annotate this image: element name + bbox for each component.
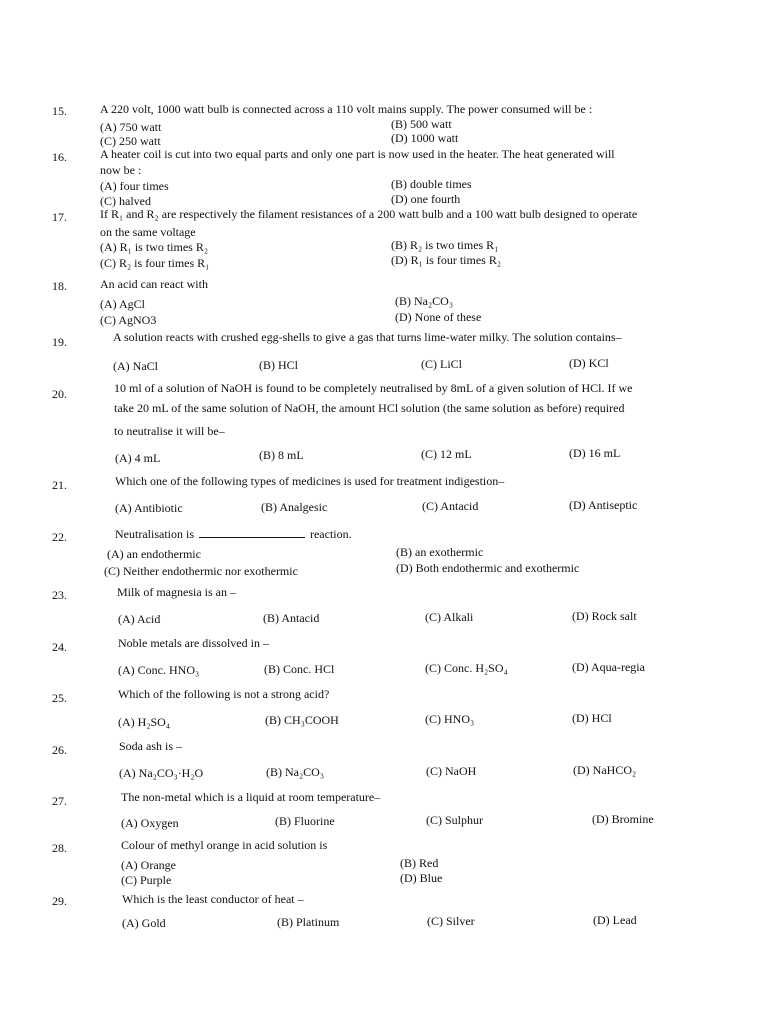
option-a: (A) 750 watt <box>100 120 162 134</box>
option-d: (D) Bromine <box>592 812 654 826</box>
question-text: Which one of the following types of medicines is used for treatment indigestion– <box>115 474 505 488</box>
question-number: 15. <box>52 104 67 118</box>
option-b: (B) R₂ is two times R₁ <box>391 238 499 252</box>
option-c: (C) Silver <box>427 914 475 928</box>
option-c: (C) LiCl <box>421 357 462 371</box>
question-text: Soda ash is – <box>119 739 182 753</box>
option-d: (D) KCl <box>569 356 609 370</box>
question-text: A 220 volt, 1000 watt bulb is connected across a 110 volt mains supply. The power consumed will be : <box>100 102 593 116</box>
question-text: An acid can react with <box>100 277 208 291</box>
option-c: (C) Alkali <box>425 610 474 624</box>
answer-blank <box>199 527 305 538</box>
option-d: (D) NaHCO₂ <box>573 763 637 777</box>
question-number: 20. <box>52 387 67 401</box>
question-text: Which is the least conductor of heat – <box>122 892 304 906</box>
option-c: (C) Conc. H₂SO₄ <box>425 661 508 675</box>
option-c: (C) Purple <box>121 873 172 887</box>
question-number: 24. <box>52 640 67 654</box>
option-a: (A) Conc. HNO₃ <box>118 663 200 677</box>
question-text: Neutralisation is reaction. <box>115 527 352 541</box>
option-d: (D) None of these <box>395 310 482 324</box>
question-number: 25. <box>52 691 67 705</box>
option-c: (C) 12 mL <box>421 447 472 461</box>
question-text: 10 ml of a solution of NaOH is found to be completely neutralised by 8mL of a given solution of HCl. If we <box>114 381 633 395</box>
option-b: (B) Red <box>400 856 439 870</box>
option-a: (A) Na₂CO₃·H₂O <box>119 766 204 780</box>
question-text: Noble metals are dissolved in – <box>118 636 269 650</box>
option-a: (A) an endothermic <box>107 547 201 561</box>
question-text-line-2: now be : <box>100 163 142 177</box>
option-b: (B) Antacid <box>263 611 320 625</box>
option-b: (B) Platinum <box>277 915 340 929</box>
option-b: (B) Analgesic <box>261 500 328 514</box>
question-text: A heater coil is cut into two equal parts and only one part is now used in the heater. The heat generated will <box>100 147 615 161</box>
option-d: (D) Aqua-regia <box>572 660 645 674</box>
question-text-line-3: to neutralise it will be– <box>114 424 225 438</box>
option-a: (A) 4 mL <box>115 451 161 465</box>
option-a: (A) H₂SO₄ <box>118 715 171 729</box>
option-c: (C) Antacid <box>422 499 479 513</box>
option-b: (B) Conc. HCl <box>264 662 335 676</box>
question-number: 16. <box>52 150 67 164</box>
option-b: (B) double times <box>391 177 472 191</box>
option-c: (C) Neither endothermic nor exothermic <box>104 564 298 578</box>
option-a: (A) Acid <box>118 612 161 626</box>
option-b: (B) an exothermic <box>396 545 484 559</box>
question-number: 22. <box>52 530 67 544</box>
question-number: 17. <box>52 210 67 224</box>
option-a: (A) Orange <box>121 858 176 872</box>
option-c: (C) NaOH <box>426 764 477 778</box>
option-d: (D) Antiseptic <box>569 498 638 512</box>
option-b: (B) Na₂CO₃ <box>266 765 325 779</box>
option-c: (C) R₂ is four times R₁ <box>100 256 210 270</box>
question-number: 28. <box>52 841 67 855</box>
option-b: (B) HCl <box>259 358 298 372</box>
option-c: (C) halved <box>100 194 151 208</box>
question-text: Which of the following is not a strong acid? <box>118 687 330 701</box>
option-c: (C) HNO₃ <box>425 712 475 726</box>
question-text-line-2: take 20 mL of the same solution of NaOH, the amount HCl solution (the same solution as before) required <box>114 401 625 415</box>
option-d: (D) Both endothermic and exothermic <box>396 561 580 575</box>
option-b: (B) Fluorine <box>275 814 335 828</box>
question-text: Colour of methyl orange in acid solution is <box>121 838 328 852</box>
question-text: The non-metal which is a liquid at room temperature– <box>121 790 381 804</box>
option-b: (B) 500 watt <box>391 117 452 131</box>
option-b: (B) 8 mL <box>259 448 304 462</box>
question-number: 27. <box>52 794 67 808</box>
option-c: (C) 250 watt <box>100 134 161 148</box>
question-number: 29. <box>52 894 67 908</box>
option-d: (D) Blue <box>400 871 443 885</box>
question-number: 19. <box>52 335 67 349</box>
option-a: (A) R₁ is two times R₂ <box>100 240 209 254</box>
option-d: (D) Rock salt <box>572 609 637 623</box>
option-b: (B) Na₂CO₃ <box>395 294 454 308</box>
option-d: (D) HCl <box>572 711 612 725</box>
option-d: (D) one fourth <box>391 192 461 206</box>
question-number: 21. <box>52 478 67 492</box>
question-number: 18. <box>52 279 67 293</box>
option-d: (D) R₁ is four times R₂ <box>391 253 502 267</box>
option-a: (A) Antibiotic <box>115 501 183 515</box>
question-number: 23. <box>52 588 67 602</box>
option-d: (D) Lead <box>593 913 637 927</box>
question-text: Milk of magnesia is an – <box>117 585 236 599</box>
option-d: (D) 16 mL <box>569 446 621 460</box>
option-a: (A) Oxygen <box>121 816 179 830</box>
option-c: (C) Sulphur <box>426 813 483 827</box>
option-a: (A) AgCl <box>100 297 145 311</box>
option-a: (A) four times <box>100 179 169 193</box>
option-d: (D) 1000 watt <box>391 131 459 145</box>
option-a: (A) NaCl <box>113 359 158 373</box>
option-c: (C) AgNO3 <box>100 313 157 327</box>
question-number: 26. <box>52 743 67 757</box>
question-text: A solution reacts with crushed egg-shells to give a gas that turns lime-water milky. The solution contains– <box>113 330 622 344</box>
option-b: (B) CH₃COOH <box>265 713 339 727</box>
option-a: (A) Gold <box>122 916 166 930</box>
question-text-line-2: on the same voltage <box>100 225 196 239</box>
question-text: If R₁ and R₂ are respectively the filament resistances of a 200 watt bulb and a 100 watt bulb designed to operate <box>100 207 638 221</box>
